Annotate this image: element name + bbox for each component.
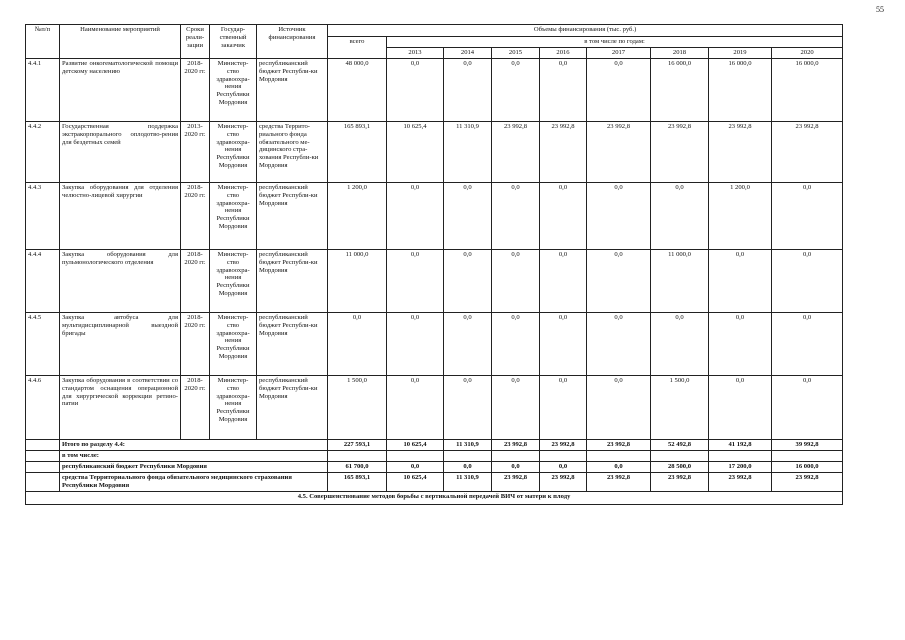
row-term: 2018-2020 гг. bbox=[181, 313, 210, 376]
row-source: республиканский бюджет Республи-ки Мордовия bbox=[257, 183, 328, 250]
tfoms-year-value: 23 992,8 bbox=[587, 473, 651, 492]
row-num: 4.4.6 bbox=[26, 376, 60, 440]
section-title: 4.5. Совершенствование методов борьбы с вертикальной передачей ВИЧ от матери к плоду bbox=[26, 492, 843, 505]
row-year-value: 0,0 bbox=[540, 313, 587, 376]
row-num: 4.4.1 bbox=[26, 59, 60, 122]
row-year-value: 0,0 bbox=[387, 250, 444, 313]
totals-year-value: 23 992,8 bbox=[587, 440, 651, 451]
header-year: 2013 bbox=[387, 48, 444, 59]
republic-budget-row bbox=[26, 462, 843, 473]
tfoms-year-value: 23 992,8 bbox=[651, 473, 709, 492]
row-year-value: 0,0 bbox=[651, 183, 709, 250]
row-customer: Министер-ство здравоохра-нения Республики Мордовия bbox=[210, 313, 257, 376]
row-year-value: 1 200,0 bbox=[709, 183, 772, 250]
tfoms-label: средства Территориального фонда обязательного медицинского страхования Республики Мордовия bbox=[60, 473, 328, 492]
row-term: 2013-2020 гг. bbox=[181, 122, 210, 183]
republic-budget-year-value: 17 200,0 bbox=[709, 462, 772, 473]
row-year-value: 0,0 bbox=[492, 376, 540, 440]
table-row bbox=[26, 122, 843, 183]
header-year: 2017 bbox=[587, 48, 651, 59]
republic-budget-year-value: 28 500,0 bbox=[651, 462, 709, 473]
financing-table bbox=[25, 24, 843, 505]
row-year-value: 23 992,8 bbox=[772, 122, 843, 183]
row-year-value: 0,0 bbox=[444, 250, 492, 313]
row-year-value: 23 992,8 bbox=[492, 122, 540, 183]
row-year-value: 0,0 bbox=[444, 313, 492, 376]
totals-year-value: 10 625,4 bbox=[387, 440, 444, 451]
row-year-value: 0,0 bbox=[540, 376, 587, 440]
row-total: 165 893,1 bbox=[328, 122, 387, 183]
row-year-value: 0,0 bbox=[387, 59, 444, 122]
row-year-value: 0,0 bbox=[772, 376, 843, 440]
including-row bbox=[26, 451, 843, 462]
republic-budget-year-value: 0,0 bbox=[587, 462, 651, 473]
row-num: 4.4.5 bbox=[26, 313, 60, 376]
tfoms-year-value: 23 992,8 bbox=[772, 473, 843, 492]
table-row bbox=[26, 183, 843, 250]
row-num: 4.4.3 bbox=[26, 183, 60, 250]
row-customer: Министер-ство здравоохра-нения Республики Мордовия bbox=[210, 250, 257, 313]
tfoms-year-value: 11 310,9 bbox=[444, 473, 492, 492]
tfoms-year-value: 23 992,8 bbox=[492, 473, 540, 492]
table-row bbox=[26, 250, 843, 313]
row-name: Государственная поддержка экстракорпорального оплодотво-рения для бездетных семей bbox=[60, 122, 181, 183]
row-year-value: 0,0 bbox=[387, 183, 444, 250]
table-row bbox=[26, 59, 843, 122]
row-year-value: 0,0 bbox=[444, 183, 492, 250]
header-year: 2016 bbox=[540, 48, 587, 59]
row-name: Закупка автобуса для мультидисциплинарной выездной бригады bbox=[60, 313, 181, 376]
row-term: 2018-2020 гг. bbox=[181, 376, 210, 440]
tfoms-total: 165 893,1 bbox=[328, 473, 387, 492]
row-year-value: 0,0 bbox=[540, 183, 587, 250]
totals-year-value: 11 310,9 bbox=[444, 440, 492, 451]
row-customer: Министер-ство здравоохра-нения Республики Мордовия bbox=[210, 59, 257, 122]
republic-budget-year-value: 0,0 bbox=[444, 462, 492, 473]
totals-year-value: 23 992,8 bbox=[540, 440, 587, 451]
header-volumes: Объемы финансирования (тыс. руб.) bbox=[328, 25, 843, 37]
tfoms-year-value: 23 992,8 bbox=[709, 473, 772, 492]
row-year-value: 0,0 bbox=[709, 376, 772, 440]
tfoms-year-value: 23 992,8 bbox=[540, 473, 587, 492]
row-total: 48 000,0 bbox=[328, 59, 387, 122]
row-source: республиканский бюджет Республи-ки Мордовия bbox=[257, 313, 328, 376]
row-year-value: 16 000,0 bbox=[772, 59, 843, 122]
row-year-value: 0,0 bbox=[540, 250, 587, 313]
table-row bbox=[26, 376, 843, 440]
row-total: 11 000,0 bbox=[328, 250, 387, 313]
row-name: Закупка оборудования для пульмонологического отделения bbox=[60, 250, 181, 313]
totals-year-value: 39 992,8 bbox=[772, 440, 843, 451]
table-row bbox=[26, 313, 843, 376]
row-year-value: 0,0 bbox=[772, 183, 843, 250]
row-year-value: 16 000,0 bbox=[651, 59, 709, 122]
row-total: 0,0 bbox=[328, 313, 387, 376]
header-year: 2020 bbox=[772, 48, 843, 59]
row-term: 2018-2020 гг. bbox=[181, 59, 210, 122]
header-total: всего bbox=[328, 37, 387, 59]
row-year-value: 23 992,8 bbox=[651, 122, 709, 183]
row-year-value: 0,0 bbox=[492, 183, 540, 250]
row-year-value: 10 625,4 bbox=[387, 122, 444, 183]
row-year-value: 0,0 bbox=[587, 250, 651, 313]
header-year: 2018 bbox=[651, 48, 709, 59]
republic-budget-label: республиканский бюджет Республики Мордовия bbox=[60, 462, 328, 473]
row-total: 1 200,0 bbox=[328, 183, 387, 250]
row-year-value: 11 000,0 bbox=[651, 250, 709, 313]
row-year-value: 0,0 bbox=[492, 250, 540, 313]
section-row bbox=[26, 492, 843, 505]
row-name: Закупка оборудования в соответствии со стандартом оснащения операционной для хирургической коррекции ретино-патии bbox=[60, 376, 181, 440]
row-year-value: 23 992,8 bbox=[587, 122, 651, 183]
row-term: 2018-2020 гг. bbox=[181, 250, 210, 313]
row-year-value: 0,0 bbox=[587, 376, 651, 440]
row-source: республиканский бюджет Республи-ки Мордовия bbox=[257, 59, 328, 122]
header-year: 2014 bbox=[444, 48, 492, 59]
row-year-value: 0,0 bbox=[587, 313, 651, 376]
row-term: 2018-2020 гг. bbox=[181, 183, 210, 250]
row-year-value: 16 000,0 bbox=[709, 59, 772, 122]
row-source: средства Террито-риального фонда обязательного ме-дицинского стра-хования Республи-ки Мордовия bbox=[257, 122, 328, 183]
totals-year-value: 52 492,8 bbox=[651, 440, 709, 451]
republic-budget-year-value: 0,0 bbox=[387, 462, 444, 473]
row-year-value: 0,0 bbox=[492, 313, 540, 376]
row-num: 4.4.4 bbox=[26, 250, 60, 313]
header-customer: Государ-ственный заказчик bbox=[210, 25, 257, 59]
row-customer: Министер-ство здравоохра-нения Республики Мордовия bbox=[210, 183, 257, 250]
tfoms-year-value: 10 625,4 bbox=[387, 473, 444, 492]
row-customer: Министер-ство здравоохра-нения Республики Мордовия bbox=[210, 122, 257, 183]
totals-row bbox=[26, 440, 843, 451]
page-number: 55 bbox=[876, 5, 884, 14]
row-year-value: 0,0 bbox=[540, 59, 587, 122]
row-year-value: 0,0 bbox=[651, 313, 709, 376]
header-year: 2015 bbox=[492, 48, 540, 59]
row-year-value: 0,0 bbox=[709, 250, 772, 313]
row-source: республиканский бюджет Республи-ки Мордовия bbox=[257, 250, 328, 313]
row-year-value: 23 992,8 bbox=[709, 122, 772, 183]
totals-label: Итого по разделу 4.4: bbox=[60, 440, 328, 451]
row-year-value: 0,0 bbox=[587, 183, 651, 250]
header-term: Сроки реали-зации bbox=[181, 25, 210, 59]
header-source: Источник финансирования bbox=[257, 25, 328, 59]
totals-year-value: 41 192,8 bbox=[709, 440, 772, 451]
row-year-value: 0,0 bbox=[709, 313, 772, 376]
republic-budget-year-value: 0,0 bbox=[540, 462, 587, 473]
row-year-value: 0,0 bbox=[492, 59, 540, 122]
row-total: 1 500,0 bbox=[328, 376, 387, 440]
row-year-value: 0,0 bbox=[772, 313, 843, 376]
row-year-value: 0,0 bbox=[444, 376, 492, 440]
totals-total: 227 593,1 bbox=[328, 440, 387, 451]
header-year: 2019 bbox=[709, 48, 772, 59]
republic-budget-year-value: 0,0 bbox=[492, 462, 540, 473]
header-including: в том числе по годам: bbox=[387, 37, 843, 48]
including-label: в том числе: bbox=[60, 451, 328, 462]
totals-year-value: 23 992,8 bbox=[492, 440, 540, 451]
header-name: Наименование мероприятий bbox=[60, 25, 181, 59]
republic-budget-total: 61 700,0 bbox=[328, 462, 387, 473]
row-year-value: 0,0 bbox=[387, 313, 444, 376]
header-num: №п/п bbox=[26, 25, 60, 59]
row-year-value: 11 310,9 bbox=[444, 122, 492, 183]
row-name: Закупка оборудования для отделения челюстно-лицевой хирургии bbox=[60, 183, 181, 250]
row-year-value: 0,0 bbox=[444, 59, 492, 122]
row-year-value: 23 992,8 bbox=[540, 122, 587, 183]
row-name: Развитие онкогематологической помощи детскому населению bbox=[60, 59, 181, 122]
row-year-value: 0,0 bbox=[387, 376, 444, 440]
tfoms-row bbox=[26, 473, 843, 492]
row-num: 4.4.2 bbox=[26, 122, 60, 183]
republic-budget-year-value: 16 000,0 bbox=[772, 462, 843, 473]
row-year-value: 1 500,0 bbox=[651, 376, 709, 440]
row-year-value: 0,0 bbox=[587, 59, 651, 122]
row-year-value: 0,0 bbox=[772, 250, 843, 313]
row-customer: Министер-ство здравоохра-нения Республики Мордовия bbox=[210, 376, 257, 440]
row-source: республиканский бюджет Республи-ки Мордовия bbox=[257, 376, 328, 440]
